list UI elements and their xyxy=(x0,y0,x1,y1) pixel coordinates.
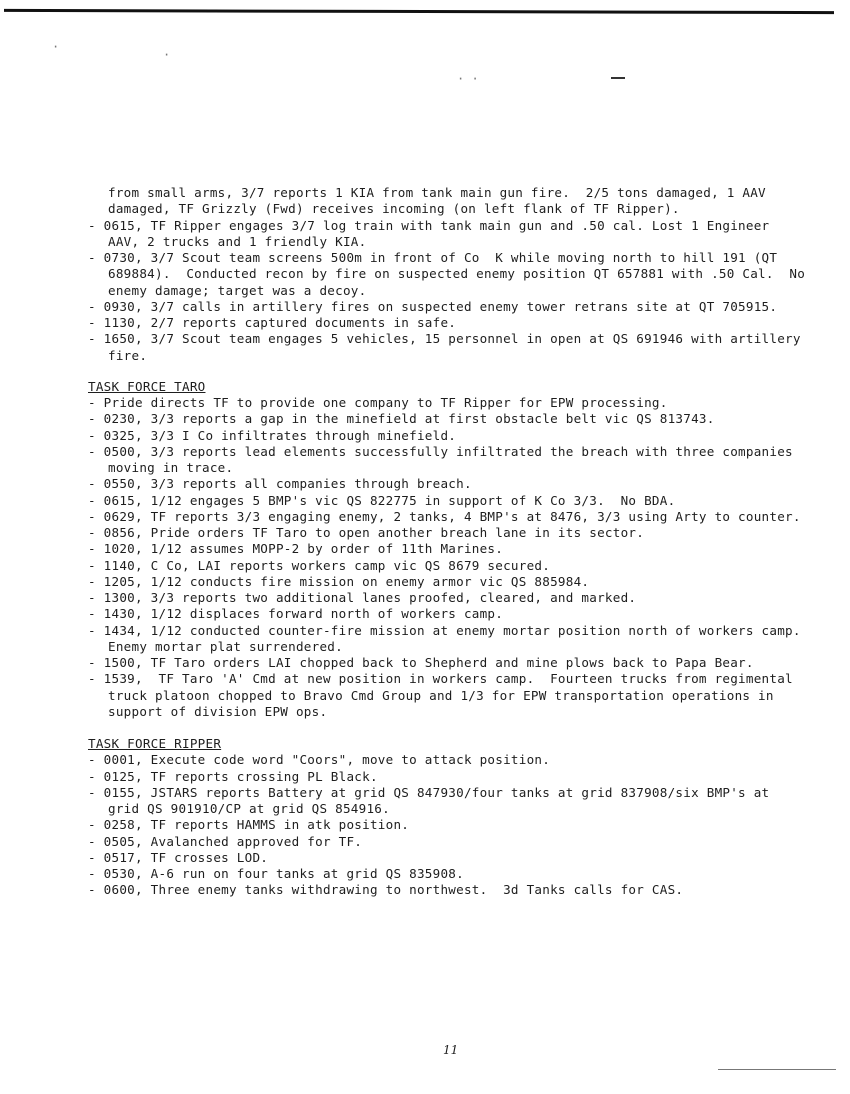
log-entry: - 0629, TF reports 3/3 engaging enemy, 2 tanks, 4 BMP's at 8476, 3/3 using Arty to counter. xyxy=(88,508,801,524)
scan-speck: · · xyxy=(457,72,479,86)
log-entry: - 0500, 3/3 reports lead elements successfully infiltrated the breach with three companies moving in trace. xyxy=(88,443,801,475)
log-entry: - 0615, 1/12 engages 5 BMP's vic QS 822775 in support of K Co 3/3. No BDA. xyxy=(88,492,676,508)
log-entry: - 1130, 2/7 reports captured documents in safe. xyxy=(88,315,457,330)
log-entry: - 0856, Pride orders TF Taro to open another breach lane in its sector. xyxy=(88,525,645,540)
section-heading-taro: TASK FORCE TARO xyxy=(88,378,206,394)
ripper-section xyxy=(88,736,808,899)
top-rule xyxy=(4,9,834,14)
log-entry: - 1205, 1/12 conducts fire mission on enemy armor vic QS 885984. xyxy=(88,573,590,589)
log-entry: - 0258, TF reports HAMMS in atk position. xyxy=(88,817,410,833)
log-entry: - 1539, TF Taro 'A' Cmd at new position in workers camp. Fourteen trucks from regimental truck platoon chopped to Bravo Cmd Group and 1/3 for EPW transportation operations in support of division EPW ops. xyxy=(88,671,801,719)
log-entry: - 1300, 3/3 reports two additional lanes proofed, cleared, and marked. xyxy=(88,590,637,605)
log-entry: - 0230, 3/3 reports a gap in the minefield at first obstacle belt vic QS 813743. xyxy=(88,411,715,427)
section-heading-ripper: TASK FORCE RIPPER xyxy=(88,736,222,751)
log-entry: - 0517, TF crosses LOD. xyxy=(88,849,269,865)
log-entry: - 1140, C Co, LAI reports workers camp vic QS 8679 secured. xyxy=(88,557,551,573)
log-entry: - 0615, TF Ripper engages 3/7 log train with tank main gun and .50 cal. Lost 1 Engineer AAV, 2 trucks and 1 friendly KIA. xyxy=(88,217,778,249)
scan-speck: · xyxy=(52,40,60,54)
log-entry: - 1434, 1/12 conducted counter-fire mission at enemy mortar position north of workers camp. Enemy mortar plat surrendered. xyxy=(88,622,817,654)
log-entry: - 0155, JSTARS reports Battery at grid QS 847930/four tanks at grid 837908/six BMP's at grid QS 901910/CP at grid QS 854916. xyxy=(88,784,778,816)
taro-section xyxy=(88,378,817,720)
log-entry: - 0001, Execute code word "Coors", move to attack position. xyxy=(88,752,551,768)
log-entry: - 1430, 1/12 displaces forward north of workers camp. xyxy=(88,606,504,622)
log-entry: - 0730, 3/7 Scout team screens 500m in front of Co K while moving north to hill 191 (QT 689884). Conducted recon by fire on suspected enemy position QT 657881 with .50 Cal. No enemy damage; target was a decoy. xyxy=(88,250,813,298)
scan-mark xyxy=(611,77,625,79)
log-entry: - 1650, 3/7 Scout team engages 5 vehicles, 15 personnel in open at QS 691946 with artillery fire. xyxy=(88,331,809,363)
intro-section xyxy=(88,185,813,364)
log-entry: - 0600, Three enemy tanks withdrawing to northwest. 3d Tanks calls for CAS. xyxy=(88,882,684,898)
log-entry: - 1500, TF Taro orders LAI chopped back to Shepherd and mine plows back to Papa Bear. xyxy=(88,655,754,670)
continued-paragraph: from small arms, 3/7 reports 1 KIA from tank main gun fire. 2/5 tons damaged, 1 AAV damaged, TF Grizzly (Fwd) receives incoming (on left flank of TF Ripper). xyxy=(108,185,774,217)
log-entry: - Pride directs TF to provide one company to TF Ripper for EPW processing. xyxy=(88,395,668,410)
log-entry: - 0325, 3/3 I Co infiltrates through minefield. xyxy=(88,427,457,443)
bottom-rule xyxy=(718,1069,836,1070)
log-entry: - 0125, TF reports crossing PL Black. xyxy=(88,768,378,784)
log-entry: - 0530, A-6 run on four tanks at grid QS 835908. xyxy=(88,866,464,881)
log-entry: - 1020, 1/12 assumes MOPP-2 by order of 11th Marines. xyxy=(88,541,504,557)
document-body xyxy=(88,185,817,899)
scan-speck: · xyxy=(163,48,171,62)
log-entry: - 0550, 3/3 reports all companies through breach. xyxy=(88,476,472,492)
log-entry: - 0505, Avalanched approved for TF. xyxy=(88,833,363,849)
page-number: 11 xyxy=(443,1043,459,1057)
log-entry: - 0930, 3/7 calls in artillery fires on suspected enemy tower retrans site at QT 705915. xyxy=(88,298,778,314)
